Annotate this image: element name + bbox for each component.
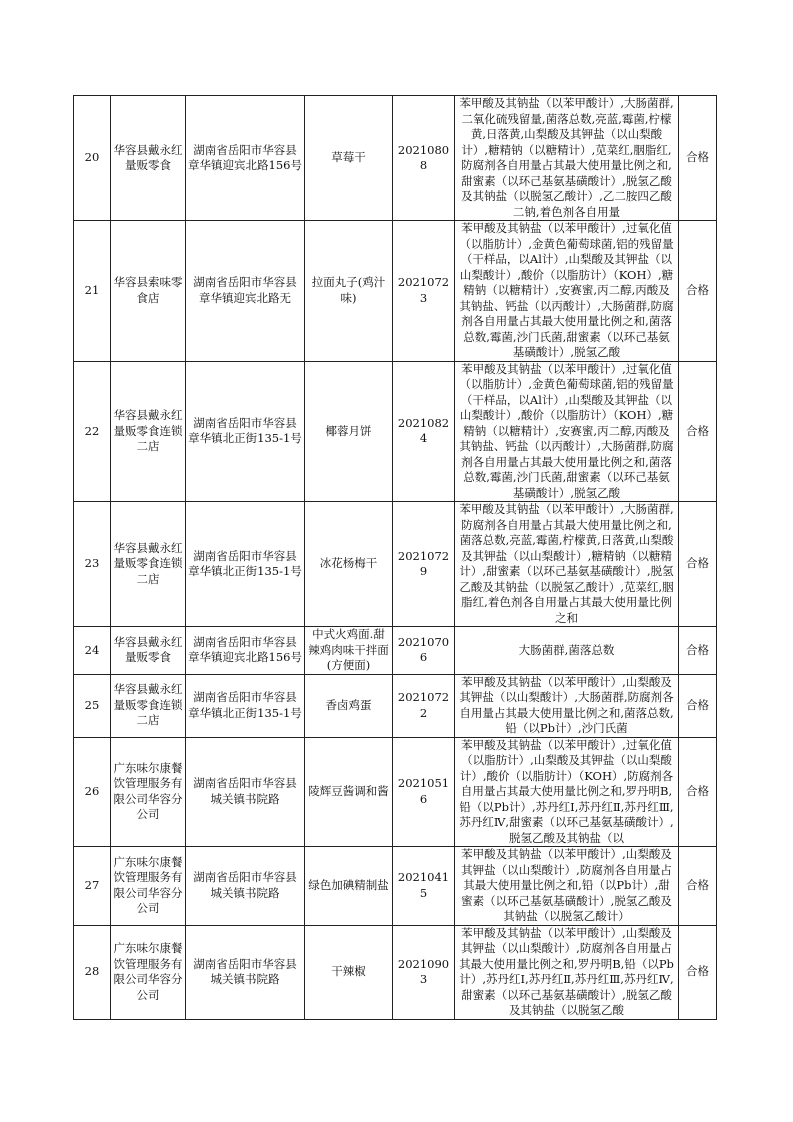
test-items: 苯甲酸及其钠盐（以苯甲酸计）,山梨酸及其钾盐（以山梨酸计）,防腐剂各自用量占其最大使用量比例之和,铅（以Pb计）,甜蜜素（以环己基氨基磺酸计）,脱氢乙酸及其钠盐（以脱氢乙酸计） <box>455 847 679 926</box>
batch-date: 20210415 <box>393 847 455 926</box>
row-number: 20 <box>74 96 111 221</box>
product-name: 中式火鸡面.甜辣鸡肉味干拌面(方便面) <box>305 627 393 675</box>
producer-name: 华容县戴永红量贩零食连锁二店 <box>111 674 186 737</box>
batch-date: 20210729 <box>393 502 455 627</box>
test-result: 合格 <box>679 737 717 847</box>
table-row <box>74 674 717 737</box>
producer-name: 华容县索味零食店 <box>111 221 186 362</box>
test-items: 苯甲酸及其钠盐（以苯甲酸计）,山梨酸及其钾盐（以山梨酸计）,大肠菌群,防腐剂各自用量占其最大使用量比例之和,菌落总数,铅（以Pb计）,沙门氏菌 <box>455 674 679 737</box>
producer-address: 湖南省岳阳市华容县章华镇迎宾北路156号 <box>186 96 305 221</box>
row-number: 24 <box>74 627 111 675</box>
row-number: 21 <box>74 221 111 362</box>
product-name: 绿色加碘精制盐 <box>305 847 393 926</box>
row-number: 25 <box>74 674 111 737</box>
producer-name: 广东味尔康餐饮管理服务有限公司华容分公司 <box>111 847 186 926</box>
producer-address: 湖南省岳阳市华容县城关镇书院路 <box>186 847 305 926</box>
producer-address: 湖南省岳阳市华容县章华镇北正街135-1号 <box>186 361 305 502</box>
test-result: 合格 <box>679 847 717 926</box>
test-items: 苯甲酸及其钠盐（以苯甲酸计）,过氧化值（以脂肪计）,山梨酸及其钾盐（以山梨酸计）,酸价（以脂肪计）（KOH）,防腐剂各自用量占其最大使用量比例之和,罗丹明B,铅（以Pb计）,苏丹红Ⅰ,苏丹红Ⅱ,苏丹红Ⅲ,苏丹红Ⅳ,甜蜜素（以环己基氨基磺酸计）,脱氢乙酸及其钠盐（以 <box>455 737 679 847</box>
row-number: 23 <box>74 502 111 627</box>
product-name: 香卤鸡蛋 <box>305 674 393 737</box>
test-items: 苯甲酸及其钠盐（以苯甲酸计）,过氧化值（以脂肪计）,金黄色葡萄球菌,铝的残留量（干样品，以Al计）,山梨酸及其钾盐（以山梨酸计）,酸价（以脂肪计）（KOH）,糖精钠（以糖精计）,安赛蜜,丙二醇,丙酸及其钠盐、钙盐（以丙酸计）,大肠菌群,防腐剂各自用量占其最大使用量比例之和,菌落总数,霉菌,沙门氏菌,甜蜜素（以环己基氨基磺酸计）,脱氢乙酸 <box>455 361 679 502</box>
producer-address: 湖南省岳阳市华容县城关镇书院路 <box>186 737 305 847</box>
producer-name: 华容县戴永红量贩零食 <box>111 96 186 221</box>
product-name: 冰花杨梅干 <box>305 502 393 627</box>
batch-date: 20210706 <box>393 627 455 675</box>
producer-name: 华容县戴永红量贩零食连锁二店 <box>111 361 186 502</box>
test-items: 苯甲酸及其钠盐（以苯甲酸计）,大肠菌群,防腐剂各自用量占其最大使用量比例之和,菌落总数,亮蓝,霉菌,柠檬黄,日落黄,山梨酸及其钾盐（以山梨酸计）,糖精钠（以糖精计）,甜蜜素（以环己基氨基磺酸计）,脱氢乙酸及其钠盐（以脱氢乙酸计）,苋菜红,胭脂红,着色剂各自用量占其最大使用量比例之和 <box>455 502 679 627</box>
batch-date: 20210824 <box>393 361 455 502</box>
producer-name: 广东味尔康餐饮管理服务有限公司华容分公司 <box>111 925 186 1019</box>
producer-address: 湖南省岳阳市华容县城关镇书院路 <box>186 925 305 1019</box>
row-number: 27 <box>74 847 111 926</box>
producer-address: 湖南省岳阳市华容县章华镇迎宾北路156号 <box>186 627 305 675</box>
producer-name: 华容县戴永红量贩零食连锁二店 <box>111 502 186 627</box>
producer-name: 华容县戴永红量贩零食 <box>111 627 186 675</box>
test-result: 合格 <box>679 925 717 1019</box>
test-items: 苯甲酸及其钠盐（以苯甲酸计）,过氧化值（以脂肪计）,金黄色葡萄球菌,铝的残留量（干样品，以Al计）,山梨酸及其钾盐（以山梨酸计）,酸价（以脂肪计）（KOH）,糖精钠（以糖精计）,安赛蜜,丙二醇,丙酸及其钠盐、钙盐（以丙酸计）,大肠菌群,防腐剂各自用量占其最大使用量比例之和,菌落总数,霉菌,沙门氏菌,甜蜜素（以环己基氨基磺酸计）,脱氢乙酸 <box>455 221 679 362</box>
table-row <box>74 502 717 627</box>
inspection-results-table <box>73 95 717 1020</box>
producer-address: 湖南省岳阳市华容县章华镇迎宾北路无 <box>186 221 305 362</box>
test-items: 大肠菌群,菌落总数 <box>455 627 679 675</box>
batch-date: 20210722 <box>393 674 455 737</box>
row-number: 26 <box>74 737 111 847</box>
producer-name: 广东味尔康餐饮管理服务有限公司华容分公司 <box>111 737 186 847</box>
table-row <box>74 737 717 847</box>
table-row <box>74 925 717 1019</box>
producer-address: 湖南省岳阳市华容县章华镇北正街135-1号 <box>186 502 305 627</box>
producer-address: 湖南省岳阳市华容县章华镇北正街135-1号 <box>186 674 305 737</box>
test-items: 苯甲酸及其钠盐（以苯甲酸计）,山梨酸及其钾盐（以山梨酸计）,防腐剂各自用量占其最大使用量比例之和,罗丹明B,铅（以Pb计）,苏丹红Ⅰ,苏丹红Ⅱ,苏丹红Ⅲ,苏丹红Ⅳ,甜蜜素（以环己基氨基磺酸计）,脱氢乙酸及其钠盐（以脱氢乙酸 <box>455 925 679 1019</box>
test-result: 合格 <box>679 674 717 737</box>
test-result: 合格 <box>679 221 717 362</box>
test-result: 合格 <box>679 96 717 221</box>
batch-date: 20210808 <box>393 96 455 221</box>
product-name: 草莓干 <box>305 96 393 221</box>
product-name: 拉面丸子(鸡汁味) <box>305 221 393 362</box>
batch-date: 20210516 <box>393 737 455 847</box>
table-row <box>74 627 717 675</box>
table-row <box>74 96 717 221</box>
batch-date: 20210723 <box>393 221 455 362</box>
product-name: 干辣椒 <box>305 925 393 1019</box>
test-result: 合格 <box>679 502 717 627</box>
test-items: 苯甲酸及其钠盐（以苯甲酸计）,大肠菌群,二氧化硫残留量,菌落总数,亮蓝,霉菌,柠檬黄,日落黄,山梨酸及其钾盐（以山梨酸计）,糖精钠（以糖精计）,苋菜红,胭脂红,防腐剂各自用量占其最大使用量比例之和,甜蜜素（以环己基氨基磺酸计）,脱氢乙酸及其钠盐（以脱氢乙酸计）,乙二胺四乙酸二钠,着色剂各自用量 <box>455 96 679 221</box>
batch-date: 20210903 <box>393 925 455 1019</box>
test-result: 合格 <box>679 627 717 675</box>
row-number: 28 <box>74 925 111 1019</box>
test-result: 合格 <box>679 361 717 502</box>
table-row <box>74 221 717 362</box>
table-row <box>74 361 717 502</box>
product-name: 椰蓉月饼 <box>305 361 393 502</box>
row-number: 22 <box>74 361 111 502</box>
table-row <box>74 847 717 926</box>
product-name: 陵辉豆酱调和酱 <box>305 737 393 847</box>
